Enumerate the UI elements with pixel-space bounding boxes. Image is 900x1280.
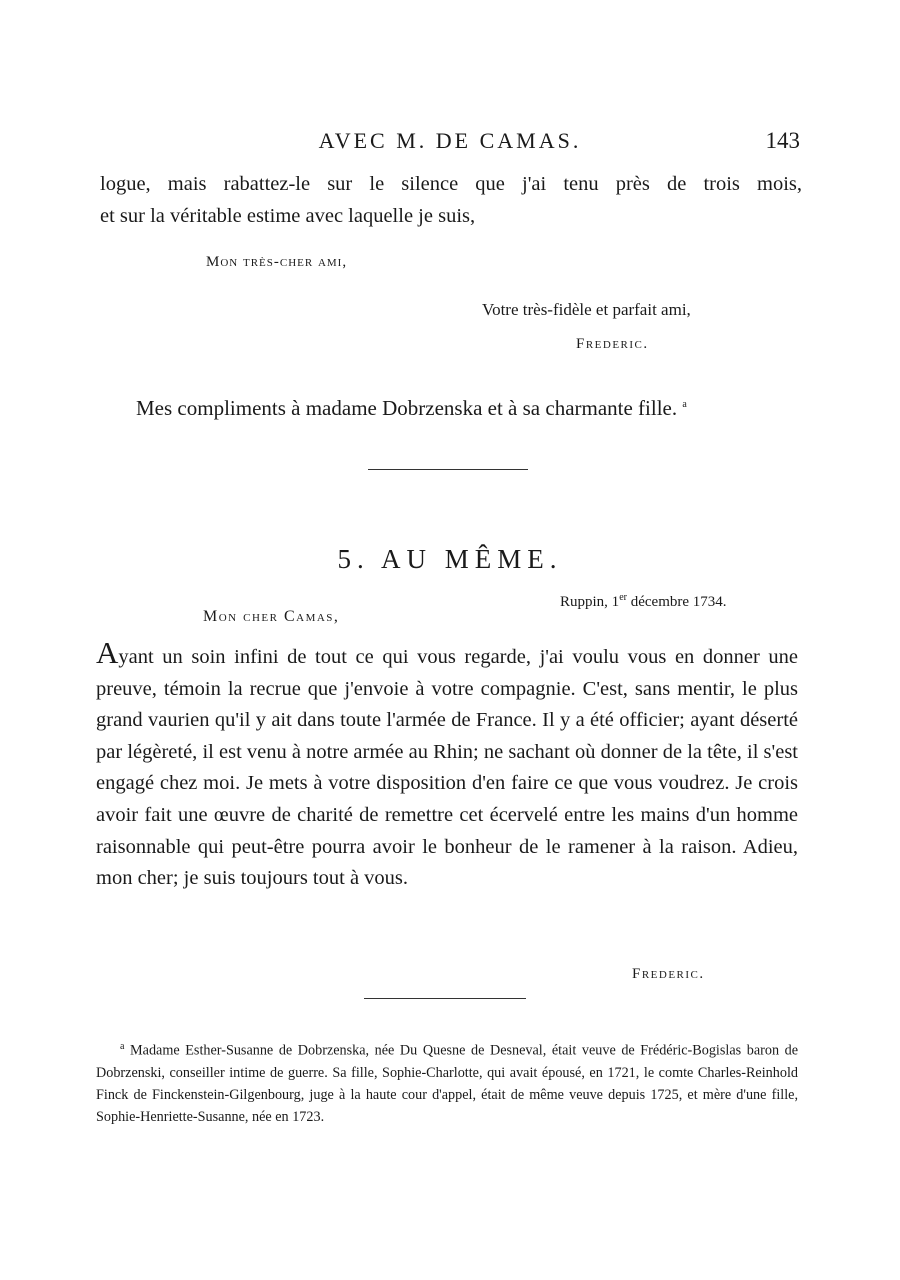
signature: Frederic. bbox=[576, 336, 649, 352]
closing-formula: Votre très-fidèle et parfait ami, bbox=[482, 300, 691, 319]
postscript-text: Mes compliments à madame Dobrzenska et à sa charmante fille. bbox=[136, 396, 678, 420]
letter-body bbox=[96, 635, 798, 895]
salutation: Mon très-cher ami, bbox=[206, 254, 348, 270]
letter-body-text: yant un soin infini de tout ce qui vous regarde, j'ai voulu vous en donner une preuve, témoin la recrue que j'envoie à votre compagnie. C'est, sans mentir, le plus grand vaurien qu'il y ait dans toute l'armée de France. Il y a été officier; ayant déserté par légèreté, il est venu à notre armée au Rhin; ne sachant où donner de la tête, il s'est engagé chez moi. Je mets à votre disposition d'en faire ce que vous voudrez. Je crois avoir fait une œuvre de charité de remettre cet écervelé entre les mains d'un homme raisonnable qui peut-être pourra avoir le bonheur de le ramener à la raison. Adieu, mon cher; je suis toujours tout à vous. bbox=[96, 646, 798, 890]
letter-title: 5. AU MÊME. bbox=[337, 544, 563, 574]
continuation-line-2: et sur la véritable estime avec laquelle je suis, bbox=[100, 205, 476, 227]
footnote-reference: a bbox=[682, 399, 687, 410]
continuation-line-1: logue, mais rabattez-le sur le silence que j'ai tenu près de trois mois, bbox=[100, 173, 802, 195]
place-date-superscript: er bbox=[619, 592, 627, 603]
drop-cap: A bbox=[96, 635, 119, 670]
page-number: 143 bbox=[765, 128, 800, 153]
footnote bbox=[96, 1036, 798, 1128]
place-date-suffix: décembre 1734. bbox=[626, 594, 727, 610]
footnote-divider bbox=[364, 998, 526, 999]
place-date bbox=[560, 592, 727, 611]
place-date-prefix: Ruppin, 1 bbox=[560, 594, 620, 610]
running-header: AVEC M. DE CAMAS. bbox=[318, 128, 582, 153]
footnote-text: Madame Esther-Susanne de Dobrzenska, née Du Quesne de Desneval, était veuve de Frédéric-Bogislas baron de Dobrzenski, conseiller intime de guerre. Sa fille, Sophie-Charlotte, qui avait épousé, en 1721, le comte Charles-Reinhold Finck de Finckenstein-Gilgenbourg, juge à la haute cour d'appel, était de même veuve depuis 1725, et mère d'une fille, Sophie-Henriette-Susanne, née en 1723. bbox=[96, 1042, 799, 1125]
greeting: Mon cher Camas, bbox=[203, 608, 340, 625]
letter-signature: Frederic. bbox=[632, 966, 705, 982]
footnote-mark: a bbox=[120, 1041, 125, 1052]
postscript bbox=[136, 396, 687, 421]
section-divider bbox=[368, 469, 528, 470]
